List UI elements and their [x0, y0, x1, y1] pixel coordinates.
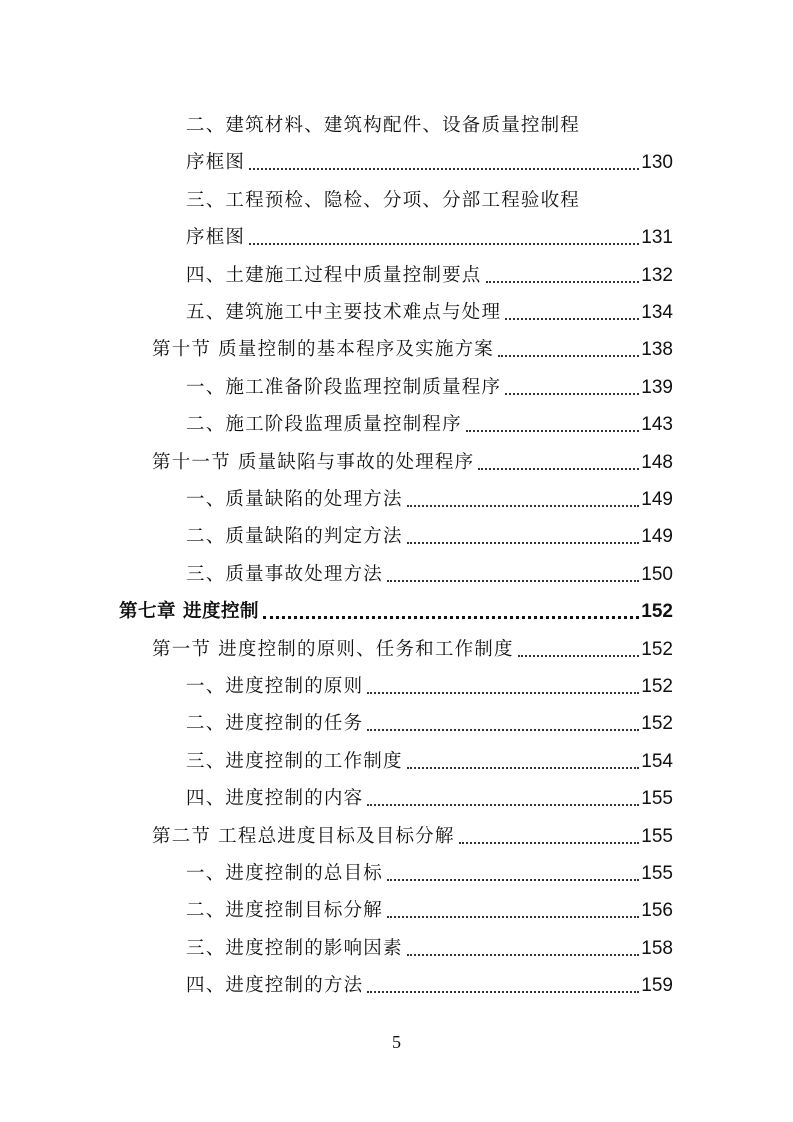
page-number: 5 — [392, 1032, 401, 1052]
dot-leader — [466, 430, 639, 432]
toc-entry-title: 序框图 — [186, 227, 246, 249]
toc-entry-title: 一、进度控制的总目标 — [186, 863, 384, 884]
toc-entry-title: 二、质量缺陷的判定方法 — [186, 526, 403, 548]
toc-item[interactable] — [186, 699, 673, 736]
toc-page-number: 159 — [641, 975, 673, 997]
dot-leader — [478, 468, 639, 470]
dot-leader — [367, 804, 639, 806]
toc-entry-title: 一、进度控制的原则 — [186, 676, 364, 697]
toc-item[interactable] — [186, 101, 673, 138]
toc-entry-title: 序框图 — [186, 152, 246, 174]
toc-item[interactable] — [186, 662, 673, 699]
toc-item-continuation[interactable] — [186, 213, 673, 250]
dot-leader — [498, 355, 639, 357]
toc-entry-title: 一、质量缺陷的处理方法 — [186, 489, 403, 510]
dot-leader — [263, 616, 639, 619]
dot-leader — [518, 655, 640, 657]
dot-leader — [505, 318, 639, 320]
toc-entry-title: 第十一节 质量缺陷与事故的处理程序 — [152, 451, 475, 473]
toc-page-number: 155 — [641, 863, 673, 884]
toc-page-number: 156 — [641, 900, 673, 922]
toc-item[interactable] — [186, 176, 673, 213]
dot-leader — [407, 505, 640, 507]
toc-page-number: 138 — [641, 339, 673, 361]
toc-item-continuation[interactable] — [186, 138, 673, 175]
toc-entry-title: 三、质量事故处理方法 — [186, 563, 384, 585]
toc-item[interactable] — [186, 886, 673, 923]
toc-entry-title: 第十节 质量控制的基本程序及实施方案 — [152, 339, 494, 361]
dot-leader — [387, 580, 639, 582]
toc-entry-title: 四、进度控制的内容 — [186, 788, 364, 810]
toc-page-number: 150 — [641, 563, 673, 585]
dot-leader — [486, 281, 640, 283]
toc-entry-title: 第二节 工程总进度目标及目标分解 — [152, 825, 455, 847]
toc-entry-title: 三、进度控制的影响因素 — [186, 937, 403, 959]
dot-leader — [367, 729, 639, 731]
toc-item[interactable] — [186, 737, 673, 774]
toc-page-number: 152 — [641, 638, 673, 660]
toc-page-number: 152 — [641, 676, 673, 697]
toc-item[interactable] — [186, 924, 673, 961]
toc-page-number: 132 — [641, 264, 673, 286]
toc-entry-title: 二、进度控制目标分解 — [186, 900, 384, 922]
toc-page-number: 143 — [641, 414, 673, 436]
toc-entry-title: 四、进度控制的方法 — [186, 975, 364, 997]
dot-leader — [407, 954, 640, 956]
toc-item[interactable] — [186, 849, 673, 886]
toc-item[interactable] — [186, 400, 673, 437]
toc-page-number: 152 — [641, 601, 673, 623]
toc-item[interactable] — [186, 550, 673, 587]
dot-leader — [367, 692, 639, 694]
toc-entry-title: 三、进度控制的工作制度 — [186, 750, 403, 772]
toc-item[interactable] — [186, 774, 673, 811]
toc-section[interactable] — [152, 625, 673, 662]
toc-entry-title: 三、工程预检、隐检、分项、分部工程验收程 — [186, 189, 581, 211]
toc-page-number: 131 — [641, 227, 673, 249]
toc-page-number: 152 — [641, 713, 673, 735]
dot-leader — [387, 879, 639, 881]
dot-leader — [387, 916, 639, 918]
toc-page-number: 134 — [641, 302, 673, 323]
dot-leader — [249, 243, 639, 245]
toc-entry-title: 一、施工准备阶段监理控制质量程序 — [186, 376, 502, 398]
toc-item[interactable] — [186, 288, 673, 325]
toc-page-number: 149 — [641, 489, 673, 510]
toc-entry-title: 第一节 进度控制的原则、任务和工作制度 — [152, 638, 514, 660]
toc-entry-title: 四、土建施工过程中质量控制要点 — [186, 264, 482, 286]
toc-page-number: 155 — [641, 788, 673, 810]
toc-entry-title: 五、建筑施工中主要技术难点与处理 — [186, 302, 502, 323]
dot-leader — [249, 168, 639, 170]
toc-chapter[interactable] — [119, 587, 673, 624]
toc-entry-title: 二、进度控制的任务 — [186, 713, 364, 735]
toc-item[interactable] — [186, 961, 673, 998]
toc-page-number: 158 — [641, 937, 673, 959]
toc-page-number: 155 — [641, 825, 673, 847]
toc-entry-title: 二、施工阶段监理质量控制程序 — [186, 414, 462, 436]
dot-leader — [367, 991, 639, 993]
toc-item[interactable] — [186, 251, 673, 288]
toc-page-number: 139 — [641, 376, 673, 398]
toc-item[interactable] — [186, 363, 673, 400]
toc-page-number: 154 — [641, 750, 673, 772]
toc-entry-title: 第七章 进度控制 — [119, 601, 259, 623]
toc-item[interactable] — [186, 512, 673, 549]
toc-page-number: 148 — [641, 451, 673, 473]
dot-leader — [459, 842, 640, 844]
toc-page-number: 130 — [641, 152, 673, 174]
toc-section[interactable] — [152, 325, 673, 362]
dot-leader — [407, 542, 640, 544]
dot-leader — [505, 393, 639, 395]
toc-item[interactable] — [186, 475, 673, 512]
toc-entry-title: 二、建筑材料、建筑构配件、设备质量控制程 — [186, 115, 581, 136]
toc-section[interactable] — [152, 438, 673, 475]
toc-section[interactable] — [152, 812, 673, 849]
dot-leader — [407, 767, 640, 769]
toc-page-number: 149 — [641, 526, 673, 548]
